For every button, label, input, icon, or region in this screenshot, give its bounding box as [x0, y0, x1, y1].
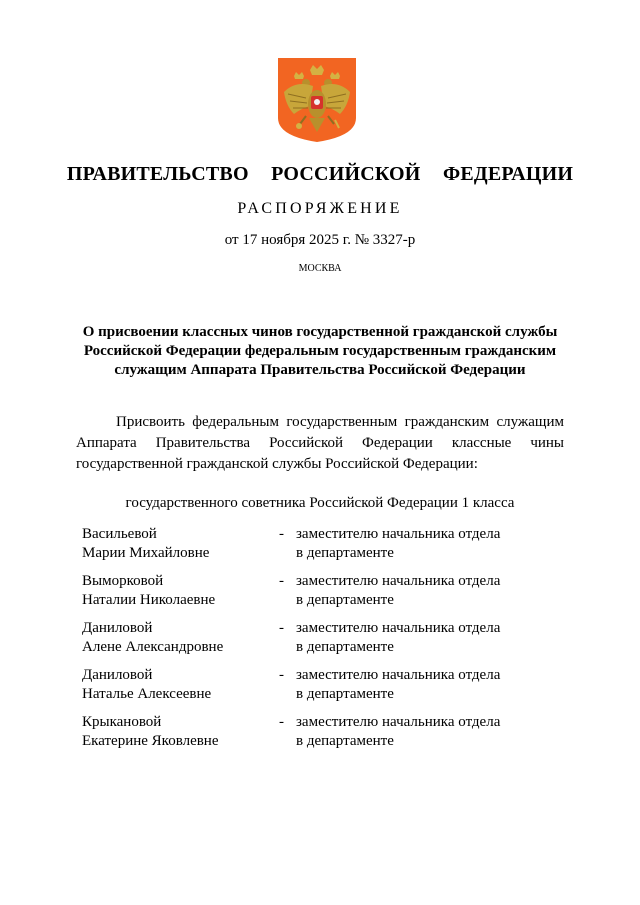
person-given-name: Алене Александровне: [82, 639, 224, 655]
person-position: [296, 713, 566, 751]
separator-dash: -: [279, 667, 284, 683]
person-surname: Выморковой: [82, 573, 164, 589]
separator-dash: -: [279, 526, 284, 542]
position-line-2: в департаменте: [296, 733, 394, 749]
position-line-1: заместителю начальника отдела: [296, 667, 501, 683]
list-item: [0, 666, 640, 710]
person-position: [296, 619, 566, 657]
list-item: [0, 525, 640, 569]
separator-dash: -: [279, 573, 284, 589]
person-given-name: Наталье Алексеевне: [82, 686, 212, 702]
document-type: РАСПОРЯЖЕНИЕ: [237, 200, 403, 217]
rank-heading: государственного советника Российской Федерации 1 класса: [125, 495, 515, 511]
coat-of-arms-icon: [276, 56, 358, 144]
list-item: [0, 713, 640, 757]
document-subject: О присвоении классных чинов государственной гражданской службы Российской Федерации федеральным государственным гражданским служащим Аппарата Правительства Российской Федерации: [82, 324, 558, 378]
list-item: [0, 572, 640, 616]
separator-dash: -: [279, 620, 284, 636]
position-line-1: заместителю начальника отдела: [296, 620, 501, 636]
person-position: [296, 572, 566, 610]
document-city: МОСКВА: [298, 263, 342, 274]
position-line-2: в департаменте: [296, 592, 394, 608]
list-item: [0, 619, 640, 663]
position-line-2: в департаменте: [296, 639, 394, 655]
person-name: [82, 713, 272, 751]
government-title: ПРАВИТЕЛЬСТВО РОССИЙСКОЙ ФЕДЕРАЦИИ: [66, 163, 574, 185]
person-name: [82, 525, 272, 563]
body-paragraph: Присвоить федеральным государственным гражданским служащим Аппарата Правительства Российской Федерации классные чины государственной гражданской службы Российской Федерации:: [76, 414, 564, 472]
person-surname: Крыкановой: [82, 714, 162, 730]
person-surname: Даниловой: [82, 620, 153, 636]
person-position: [296, 525, 566, 563]
separator-dash: -: [279, 714, 284, 730]
position-line-1: заместителю начальника отдела: [296, 714, 501, 730]
person-name: [82, 619, 272, 657]
person-given-name: Наталии Николаевне: [82, 592, 216, 608]
position-line-2: в департаменте: [296, 686, 394, 702]
person-surname: Васильевой: [82, 526, 157, 542]
document-date: от 17 ноября 2025 г. № 3327-р: [224, 232, 416, 248]
position-line-1: заместителю начальника отдела: [296, 573, 501, 589]
person-given-name: Екатерине Яковлевне: [82, 733, 219, 749]
person-position: [296, 666, 566, 704]
person-surname: Даниловой: [82, 667, 153, 683]
person-given-name: Марии Михайловне: [82, 545, 210, 561]
position-line-1: заместителю начальника отдела: [296, 526, 501, 542]
person-name: [82, 666, 272, 704]
position-line-2: в департаменте: [296, 545, 394, 561]
person-name: [82, 572, 272, 610]
